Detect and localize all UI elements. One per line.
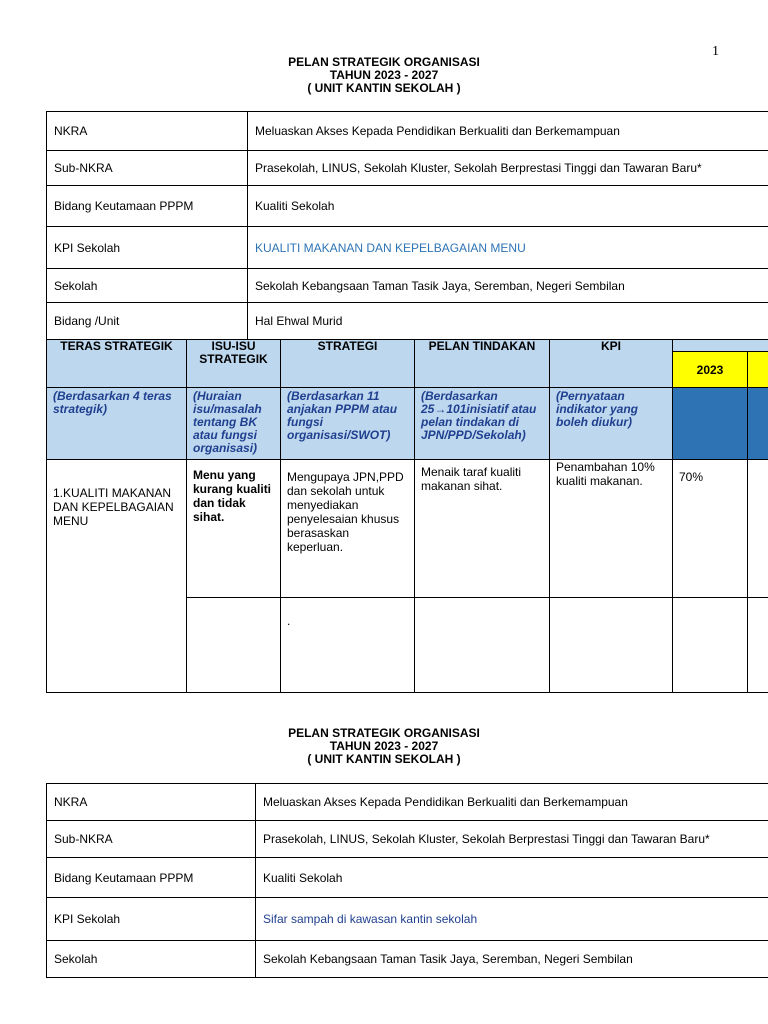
info-value: Meluaskan Akses Kepada Pendidikan Berkualiti dan Berkemampuan bbox=[248, 112, 768, 151]
info-row-nkra bbox=[47, 784, 768, 821]
page1-info-table bbox=[46, 111, 768, 340]
page2-heading bbox=[0, 727, 768, 766]
info-value: Hal Ehwal Murid bbox=[248, 303, 768, 340]
info-row-kpi-sekolah bbox=[47, 227, 768, 269]
subheader-kpi: (Pernyataan indikator yang boleh diukur) bbox=[550, 388, 673, 460]
header-teras: TERAS STRATEGIK bbox=[47, 340, 187, 388]
header-year-2023: 2023 bbox=[673, 352, 748, 388]
header-kpi: KPI bbox=[550, 340, 673, 388]
cell-target-next bbox=[748, 460, 768, 598]
cell-isu: Menu yang kurang kualiti dan tidak sihat. bbox=[187, 460, 281, 598]
info-label: Sekolah bbox=[47, 269, 248, 303]
page1-heading bbox=[0, 56, 768, 95]
info-row-sub-nkra bbox=[47, 821, 768, 858]
info-value: Meluaskan Akses Kepada Pendidikan Berkualiti dan Berkemampuan bbox=[256, 784, 768, 821]
header-pelan: PELAN TINDAKAN bbox=[415, 340, 550, 388]
subheader-target-2023 bbox=[673, 388, 748, 460]
info-value: Sekolah Kebangsaan Taman Tasik Jaya, Seremban, Negeri Sembilan bbox=[256, 941, 768, 978]
subheader-teras: (Berdasarkan 4 teras strategik) bbox=[47, 388, 187, 460]
header-sasaran-blank bbox=[673, 340, 768, 352]
info-row-nkra bbox=[47, 112, 768, 151]
cell-kpi: Penambahan 10% kualiti makanan. bbox=[550, 460, 673, 598]
cell-pelan-2 bbox=[415, 598, 550, 693]
info-label: Bidang Keutamaan PPPM bbox=[47, 858, 256, 898]
strategy-table bbox=[46, 339, 768, 693]
strategy-subheader-row bbox=[47, 388, 768, 460]
info-label: Sub-NKRA bbox=[47, 821, 256, 858]
info-label: Sub-NKRA bbox=[47, 151, 248, 186]
info-row-bidang-keutamaan bbox=[47, 858, 768, 898]
info-row-bidang-keutamaan bbox=[47, 186, 768, 227]
subheader-isu: (Huraian isu/masalah tentang BK atau fungsi organisasi) bbox=[187, 388, 281, 460]
cell-pelan: Menaik taraf kualiti makanan sihat. bbox=[415, 460, 550, 598]
page2-heading-years: TAHUN 2023 - 2027 bbox=[329, 739, 439, 753]
header-year-next bbox=[748, 352, 768, 388]
page-number: 1 bbox=[712, 44, 719, 59]
page1-heading-title: PELAN STRATEGIK ORGANISASI bbox=[288, 55, 480, 69]
info-value: KUALITI MAKANAN DAN KEPELBAGAIAN MENU bbox=[248, 227, 768, 269]
info-label: NKRA bbox=[47, 784, 256, 821]
info-row-bidang-unit bbox=[47, 303, 768, 340]
cell-target-next-2 bbox=[748, 598, 768, 693]
info-value: Kualiti Sekolah bbox=[256, 858, 768, 898]
cell-target-2023: 70% bbox=[673, 460, 748, 598]
subheader-strategi: (Berdasarkan 11 anjakan PPPM atau fungsi organisasi/SWOT) bbox=[281, 388, 415, 460]
info-value: Sifar sampah di kawasan kantin sekolah bbox=[256, 898, 768, 941]
strategy-row-1 bbox=[47, 460, 768, 598]
info-row-sub-nkra bbox=[47, 151, 768, 186]
info-row-sekolah bbox=[47, 269, 768, 303]
info-value: Prasekolah, LINUS, Sekolah Kluster, Sekolah Berprestasi Tinggi dan Tawaran Baru* bbox=[256, 821, 768, 858]
cell-isu-2 bbox=[187, 598, 281, 693]
info-label: Sekolah bbox=[47, 941, 256, 978]
header-strategi: STRATEGI bbox=[281, 340, 415, 388]
info-label: KPI Sekolah bbox=[47, 227, 248, 269]
page1-heading-unit: ( UNIT KANTIN SEKOLAH ) bbox=[307, 81, 461, 95]
page2-heading-unit: ( UNIT KANTIN SEKOLAH ) bbox=[307, 752, 461, 766]
cell-target-2023-2 bbox=[673, 598, 748, 693]
info-label: NKRA bbox=[47, 112, 248, 151]
cell-strategi-2: . bbox=[281, 598, 415, 693]
info-label: Bidang /Unit bbox=[47, 303, 248, 340]
cell-teras: 1.KUALITI MAKANAN DAN KEPELBAGAIAN MENU bbox=[47, 460, 187, 693]
info-value: Prasekolah, LINUS, Sekolah Kluster, Sekolah Berprestasi Tinggi dan Tawaran Baru* bbox=[248, 151, 768, 186]
info-value: Kualiti Sekolah bbox=[248, 186, 768, 227]
info-row-kpi-sekolah bbox=[47, 898, 768, 941]
info-value: Sekolah Kebangsaan Taman Tasik Jaya, Seremban, Negeri Sembilan bbox=[248, 269, 768, 303]
page1-heading-years: TAHUN 2023 - 2027 bbox=[329, 68, 439, 82]
info-row-sekolah bbox=[47, 941, 768, 978]
cell-strategi: Mengupaya JPN,PPD dan sekolah untuk menyediakan penyelesaian khusus berasaskan keperluan. bbox=[281, 460, 415, 598]
info-label: KPI Sekolah bbox=[47, 898, 256, 941]
cell-kpi-2 bbox=[550, 598, 673, 693]
subheader-pelan: (Berdasarkan 25→101inisiatif atau pelan tindakan di JPN/PPD/Sekolah) bbox=[415, 388, 550, 460]
page2-info-table bbox=[46, 783, 768, 978]
subheader-target-next bbox=[748, 388, 768, 460]
page2-heading-title: PELAN STRATEGIK ORGANISASI bbox=[288, 726, 480, 740]
info-label: Bidang Keutamaan PPPM bbox=[47, 186, 248, 227]
strategy-header-row bbox=[47, 340, 768, 352]
header-isu: ISU-ISU STRATEGIK bbox=[187, 340, 281, 388]
